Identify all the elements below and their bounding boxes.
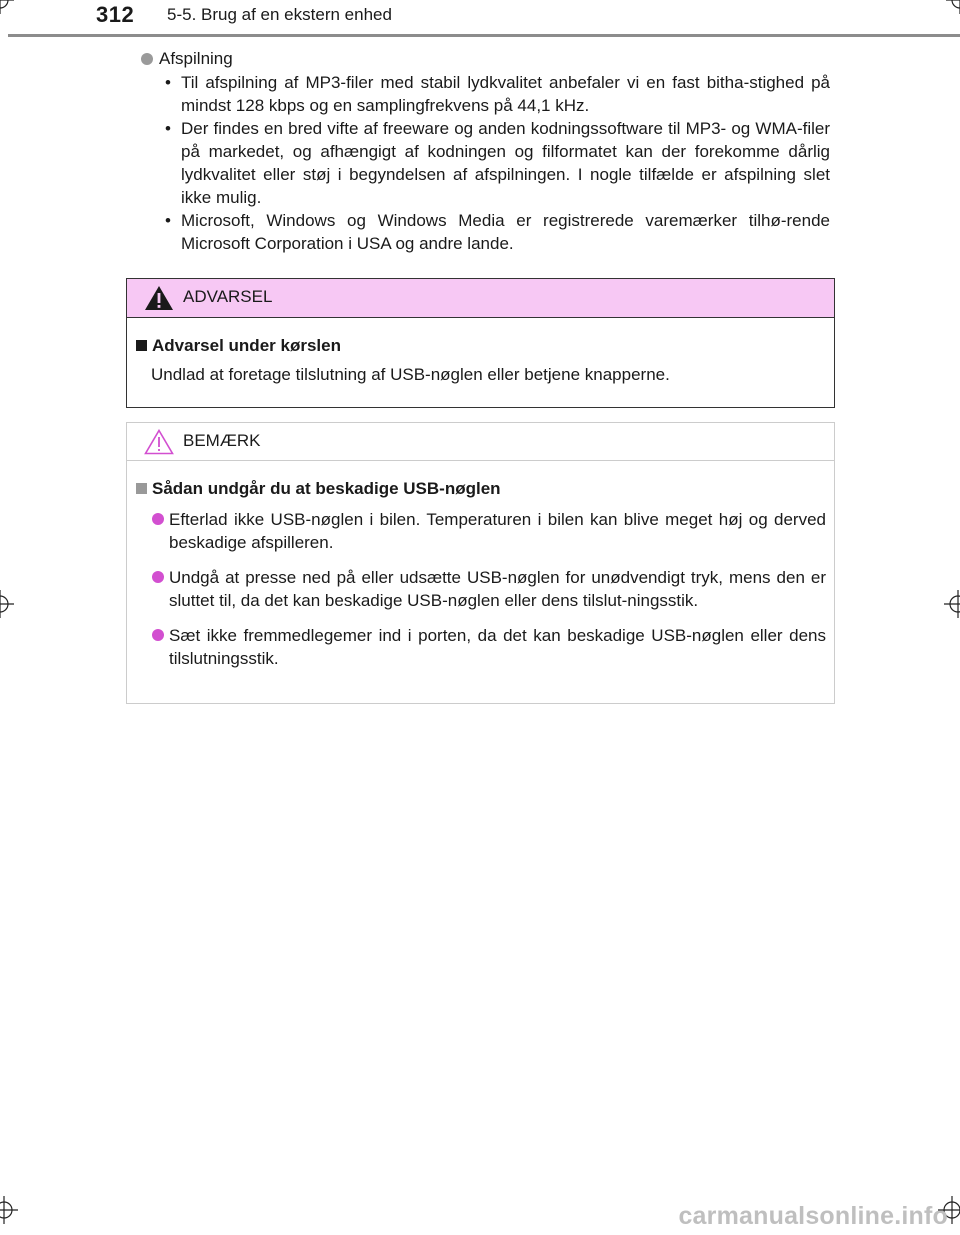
notice-triangle-icon xyxy=(144,429,174,455)
playback-heading xyxy=(141,47,830,70)
registration-mark-icon xyxy=(0,590,14,618)
notice-box xyxy=(126,422,835,704)
registration-mark-icon xyxy=(946,0,960,14)
warning-label: ADVARSEL xyxy=(183,287,273,306)
warning-text: Undlad at foretage tilslutning af USB-nøglen eller betjene knapperne. xyxy=(151,365,670,384)
notice-subtitle-text: Sådan undgår du at beskadige USB-nøglen xyxy=(152,479,501,498)
warning-body xyxy=(127,318,834,386)
list-item xyxy=(136,624,826,670)
square-bullet-icon xyxy=(136,340,147,351)
list-item: • Microsoft, Windows og Windows Media er registrerede varemærker tilhø-rende Microsoft Corporation i USA og andre lande. xyxy=(125,209,830,255)
warning-box xyxy=(126,278,835,408)
notice-header xyxy=(127,423,834,461)
list-item xyxy=(136,566,826,612)
registration-mark-icon xyxy=(0,0,14,14)
pink-dot-icon xyxy=(152,629,164,641)
notice-item-text: Sæt ikke fremmedlegemer ind i porten, da det kan beskadige USB-nøglen eller dens tilslutningsstik. xyxy=(169,626,826,668)
notice-item-text: Efterlad ikke USB-nøglen i bilen. Temperaturen i bilen kan blive meget høj og derved beskadige afspilleren. xyxy=(169,510,826,552)
section-title: 5-5. Brug af en ekstern enhed xyxy=(167,5,392,24)
playback-list xyxy=(125,71,830,255)
registration-mark-icon xyxy=(944,590,960,618)
notice-subtitle xyxy=(136,477,826,500)
page-number: 312 xyxy=(96,2,135,27)
playback-title: Afspilning xyxy=(159,49,233,68)
square-bullet-icon xyxy=(136,483,147,494)
warning-subtitle-text: Advarsel under kørslen xyxy=(152,336,341,355)
notice-item-text: Undgå at presse ned på eller udsætte USB-nøglen for unødvendigt tryk, mens den er sluttet til, da det kan beskadige USB-nøglen eller dens tilslut-ningsstik. xyxy=(169,568,826,610)
list-item: • Til afspilning af MP3-filer med stabil lydkvalitet anbefaler vi en fast bitha-stighed på mindst 128 kbps og en samplingfrekvens på 44,1 kHz. xyxy=(125,71,830,117)
notice-label: BEMÆRK xyxy=(183,431,261,450)
watermark: carmanualsonline.info xyxy=(678,1202,948,1230)
header-rule xyxy=(8,34,960,37)
warning-subtitle xyxy=(136,334,826,357)
gray-dot-icon xyxy=(141,53,153,65)
warning-header xyxy=(127,279,834,318)
playback-section xyxy=(125,47,830,255)
pink-dot-icon xyxy=(152,513,164,525)
notice-body xyxy=(127,461,834,670)
warning-triangle-icon xyxy=(144,285,174,311)
list-item: • Der findes en bred vifte af freeware og anden kodningssoftware til MP3- og WMA-filer på markedet, og afhængigt af kodningen og filformatet kan der forekomme dårlig lydkvalitet eller støj i begyndelsen af afspilningen. I nogle tilfælde er afspilning slet ikke mulig. xyxy=(125,117,830,209)
list-item xyxy=(136,508,826,554)
pink-dot-icon xyxy=(152,571,164,583)
registration-mark-icon xyxy=(0,1196,18,1224)
